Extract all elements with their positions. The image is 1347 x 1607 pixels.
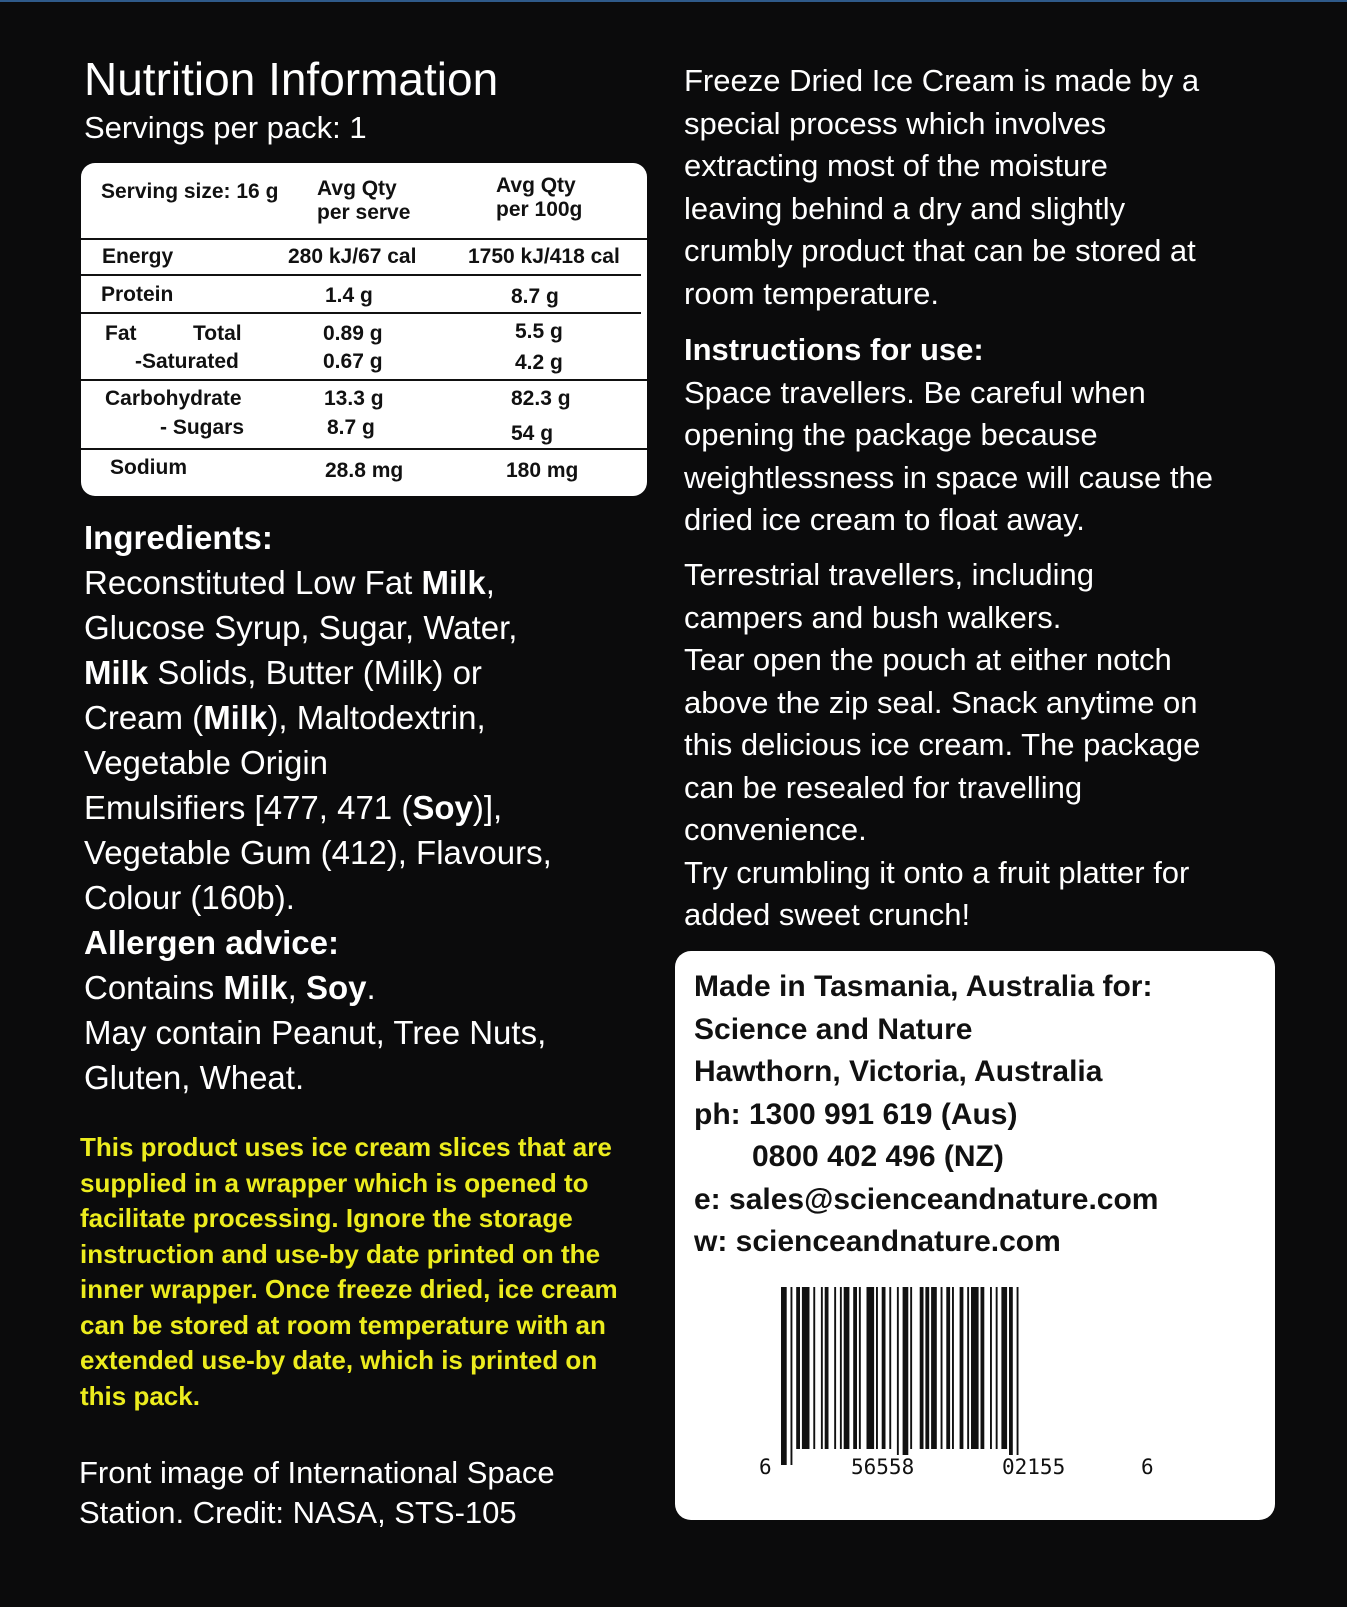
barcode-bar <box>996 1287 998 1449</box>
barcode-bar <box>791 1287 793 1465</box>
nutrition-title: Nutrition Information <box>84 53 499 105</box>
barcode-bar <box>867 1287 875 1449</box>
text-line: extended use-by date, which is printed on <box>80 1345 598 1375</box>
barcode-bar <box>840 1287 842 1449</box>
barcode-bars <box>755 1287 1155 1475</box>
instructions-terrestrial <box>684 554 1284 937</box>
text-segment: , <box>287 969 306 1006</box>
text-line: added sweet crunch! <box>684 897 971 932</box>
sugars-per-serve: 8.7 g <box>327 416 375 439</box>
company-address: Hawthorn, Victoria, Australia <box>694 1055 1103 1088</box>
ingredients-heading: Ingredients: <box>84 519 273 556</box>
barcode-bar <box>910 1287 912 1449</box>
barcode-bar <box>967 1287 969 1449</box>
website-address: w: scienceandnature.com <box>694 1225 1061 1258</box>
allergen-emphasis: Soy <box>412 789 473 826</box>
per-100g-header-line1: Avg Qty <box>496 174 576 197</box>
barcode-bar <box>946 1287 950 1449</box>
barcode-bar <box>971 1287 979 1449</box>
sodium-per-serve: 28.8 mg <box>325 459 404 482</box>
text-line: Space travellers. Be careful when <box>684 374 1146 410</box>
text-line: Freeze Dried Ice Cream is made by a <box>684 63 1200 98</box>
barcode-bar <box>960 1287 964 1449</box>
barcode-bar <box>990 1287 992 1449</box>
allergen-emphasis: Soy <box>305 969 367 1006</box>
company-name: Science and Nature <box>694 1012 973 1046</box>
energy-per-100g: 1750 kJ/418 cal <box>468 245 620 268</box>
text-line: extracting most of the moisture <box>684 148 1108 183</box>
text-line <box>84 875 644 920</box>
text-line: Station. Credit: NASA, STS-105 <box>79 1495 517 1530</box>
text-line: convenience. <box>684 812 867 847</box>
protein-per-serve: 1.4 g <box>325 284 373 307</box>
barcode-bar <box>781 1287 787 1465</box>
text-line: special process which involves <box>684 105 1107 141</box>
table-rule <box>81 274 641 276</box>
barcode-bar <box>796 1287 800 1449</box>
sodium-label: Sodium <box>110 456 187 479</box>
instructions-section <box>684 329 1284 542</box>
barcode-digit-lead: 6 <box>759 1455 772 1479</box>
text-line: dried ice cream to float away. <box>684 502 1085 537</box>
text-line <box>84 560 644 605</box>
text-line <box>84 650 644 695</box>
text-line: this delicious ice cream. The package <box>684 727 1201 762</box>
text-line: can be resealed for travelling <box>684 769 1083 805</box>
text-segment: ), Maltodextrin, <box>267 699 486 736</box>
allergen-emphasis: Milk <box>84 654 149 691</box>
carbohydrate-label: Carbohydrate <box>105 387 242 410</box>
fat-total-per-100g: 5.5 g <box>515 320 563 343</box>
protein-label: Protein <box>101 283 174 306</box>
barcode-bar <box>889 1287 891 1449</box>
text-line <box>84 605 644 650</box>
text-line: above the zip seal. Snack anytime on <box>684 684 1198 720</box>
text-segment: Reconstituted Low Fat <box>84 564 422 601</box>
table-rule <box>81 448 647 450</box>
energy-label: Energy <box>102 245 174 268</box>
text-line: inner wrapper. Once freeze dried, ice cream <box>80 1274 618 1304</box>
table-rule <box>81 238 647 240</box>
barcode-bar <box>1009 1287 1013 1465</box>
barcode-bar <box>952 1287 954 1449</box>
allergen-text <box>84 965 644 1100</box>
text-segment: May contain Peanut, Tree Nuts, <box>84 1014 547 1051</box>
text-line <box>84 1010 644 1055</box>
sugars-label: - Sugars <box>160 416 245 439</box>
text-segment: Emulsifiers [477, 471 ( <box>84 789 413 826</box>
carbohydrate-per-serve: 13.3 g <box>324 387 384 410</box>
barcode-bar <box>834 1287 836 1449</box>
servings-per-pack: Servings per pack: 1 <box>84 110 367 145</box>
barcode-bar <box>1001 1287 1007 1449</box>
text-line: weightlessness in space will cause the <box>684 459 1213 495</box>
text-segment: Glucose Syrup, Sugar, Water, <box>84 609 518 646</box>
fat-total-per-serve: 0.89 g <box>323 322 383 345</box>
barcode <box>755 1287 1155 1479</box>
barcode-bar <box>882 1287 886 1449</box>
text-segment: Gluten, Wheat. <box>84 1059 305 1096</box>
text-line <box>84 695 644 740</box>
text-segment: Vegetable Gum (412), Flavours, <box>84 834 552 871</box>
protein-per-100g: 8.7 g <box>511 285 559 308</box>
made-in-line: Made in Tasmania, Australia for: <box>694 970 1153 1003</box>
text-segment: )], <box>472 789 503 826</box>
text-line: can be stored at room temperature with an <box>80 1309 606 1340</box>
sodium-per-100g: 180 mg <box>506 459 579 482</box>
barcode-bar <box>897 1287 899 1465</box>
table-rule <box>81 379 647 381</box>
fat-label: Fat <box>105 322 137 345</box>
phone-aus: ph: 1300 991 619 (Aus) <box>694 1097 1018 1131</box>
text-segment: Vegetable Origin <box>84 744 329 781</box>
contact-panel <box>675 951 1275 1520</box>
barcode-bar <box>925 1287 929 1449</box>
barcode-bar <box>844 1287 850 1449</box>
barcode-bar <box>813 1287 815 1449</box>
text-line: room temperature. <box>684 275 939 311</box>
saturated-per-100g: 4.2 g <box>515 351 563 374</box>
barcode-bar <box>941 1287 943 1449</box>
text-line <box>84 785 644 830</box>
phone-nz: 0800 402 496 (NZ) <box>752 1140 1004 1173</box>
per-serve-header-line1: Avg Qty <box>317 177 397 200</box>
energy-per-serve: 280 kJ/67 cal <box>288 245 417 268</box>
text-segment: , <box>485 564 495 601</box>
barcode-bar <box>802 1287 810 1449</box>
text-line: opening the package because <box>684 417 1098 452</box>
instructions-heading: Instructions for use: <box>684 332 984 367</box>
text-segment: Contains <box>84 969 224 1006</box>
text-line: campers and bush walkers. <box>684 599 1062 635</box>
allergen-emphasis: Milk <box>223 969 288 1006</box>
text-line: facilitate processing. Ignore the storage <box>80 1203 573 1233</box>
text-line <box>84 830 644 875</box>
allergen-emphasis: Milk <box>203 699 268 736</box>
carbohydrate-per-100g: 82.3 g <box>511 387 571 410</box>
text-line: this pack. <box>80 1380 200 1411</box>
instructions-space-travellers <box>684 372 1284 542</box>
barcode-bar <box>825 1287 829 1449</box>
barcode-bar <box>821 1287 823 1449</box>
text-line: This product uses ice cream slices that are <box>80 1132 612 1162</box>
product-description <box>684 60 1284 315</box>
barcode-digits-left: 56558 <box>851 1455 915 1479</box>
text-segment: Colour (160b). <box>84 879 295 916</box>
text-segment: Solids, Butter (Milk) or <box>148 654 482 691</box>
text-line: crumbly product that can be stored at <box>684 233 1196 268</box>
text-line: Try crumbling it onto a fruit platter for <box>684 854 1190 890</box>
barcode-bar <box>920 1287 924 1449</box>
image-credit <box>79 1453 639 1533</box>
saturated-label: -Saturated <box>135 350 239 373</box>
text-line <box>84 965 644 1010</box>
sugars-per-100g: 54 g <box>511 422 554 445</box>
text-line: Terrestrial travellers, including <box>684 557 1095 592</box>
text-line: leaving behind a dry and slightly <box>684 190 1126 226</box>
allergen-heading: Allergen advice: <box>84 924 339 961</box>
fat-total-label: Total <box>193 322 242 345</box>
ingredients-text <box>84 560 644 920</box>
barcode-digit-check: 6 <box>1141 1455 1154 1479</box>
barcode-bar <box>853 1287 857 1449</box>
barcode-bar <box>876 1287 878 1449</box>
barcode-bar <box>981 1287 985 1449</box>
barcode-bar <box>1017 1287 1019 1465</box>
text-line: supplied in a wrapper which is opened to <box>80 1167 589 1198</box>
text-line: Tear open the pouch at either notch <box>684 642 1172 677</box>
saturated-per-serve: 0.67 g <box>323 350 383 373</box>
storage-notice <box>80 1130 645 1414</box>
table-rule <box>81 312 641 314</box>
barcode-bar <box>859 1287 861 1449</box>
allergen-emphasis: Milk <box>421 564 486 601</box>
text-line <box>84 740 644 785</box>
barcode-digits-right: 02155 <box>1002 1455 1066 1479</box>
serving-size-label: Serving size: 16 g <box>101 180 279 203</box>
barcode-bar <box>903 1287 909 1465</box>
text-line: Front image of International Space <box>79 1455 555 1490</box>
barcode-bar <box>931 1287 937 1449</box>
text-segment: Cream ( <box>84 699 204 736</box>
text-segment: . <box>366 969 376 1006</box>
per-100g-header-line2: per 100g <box>496 198 583 221</box>
text-line: instruction and use-by date printed on the <box>80 1238 601 1269</box>
ingredients-section <box>84 515 644 1100</box>
per-serve-header-line2: per serve <box>317 201 411 224</box>
text-line <box>84 1055 644 1100</box>
nutrition-table <box>81 163 647 496</box>
top-border-line <box>0 0 1347 2</box>
email-address: e: sales@scienceandnature.com <box>694 1182 1159 1216</box>
